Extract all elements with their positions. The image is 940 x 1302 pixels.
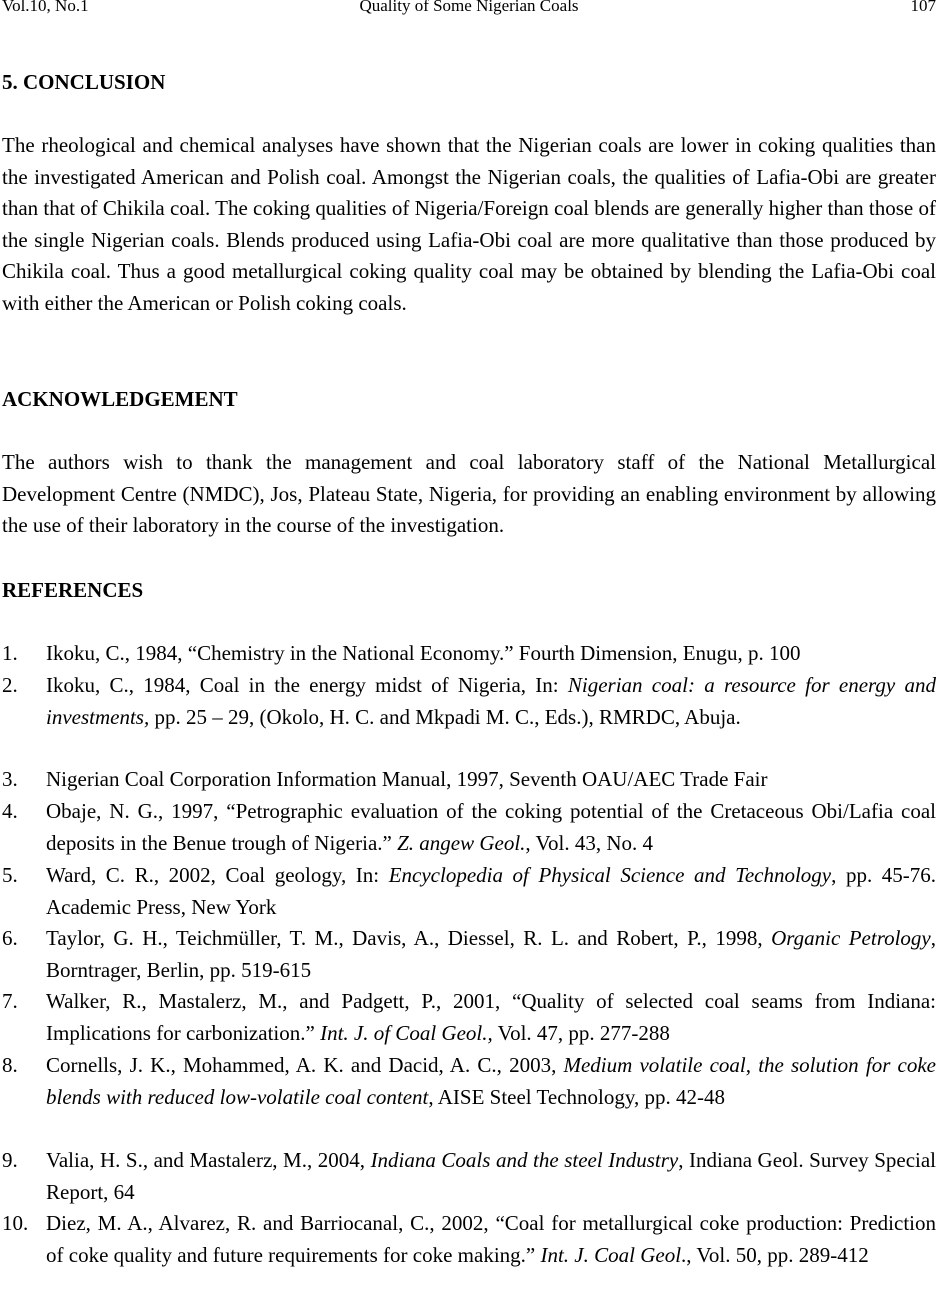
reference-text: Obaje, N. G., 1997, “Petrographic evaluation of the coking potential of the Cretaceous Obi/Lafia coal deposits in the Benue trough of Nigeria.” Z. angew Geol., Vol. 43, No. 4	[46, 799, 936, 855]
running-header	[2, 0, 936, 18]
reference-number: 7.	[2, 989, 18, 1013]
reference-item-8	[2, 1050, 936, 1113]
reference-number: 8.	[2, 1053, 18, 1077]
reference-number: 6.	[2, 926, 18, 950]
reference-text: Walker, R., Mastalerz, M., and Padgett, P., 2001, “Quality of selected coal seams from Indiana: Implications for carbonization.” Int. J. of Coal Geol., Vol. 47, pp. 277-288	[46, 989, 936, 1045]
reference-item-9	[2, 1145, 936, 1208]
acknowledgement-heading: ACKNOWLEDGEMENT	[2, 387, 238, 411]
reference-item-4	[2, 796, 936, 859]
reference-item-3	[2, 764, 936, 796]
reference-number: 1.	[2, 641, 18, 665]
conclusion-paragraph: The rheological and chemical analyses have shown that the Nigerian coals are lower in coking qualities than the investigated American and Polish coal. Amongst the Nigerian coals, the qualities of Lafia-Obi are greater than that of Chikila coal. The coking qualities of Nigeria/Foreign coal blends are generally higher than those of the single Nigerian coals. Blends produced using Lafia-Obi coal are more qualitative than those produced by Chikila coal. Thus a good metallurgical coking quality coal may be obtained by blending the Lafia-Obi coal with either the American or Polish coking coals.	[2, 133, 936, 315]
page-number: 107	[910, 0, 936, 15]
references-heading: REFERENCES	[2, 578, 144, 602]
reference-source-title: Organic Petrology	[771, 926, 931, 950]
reference-source-title: Int. J. Coal Geol	[540, 1242, 682, 1267]
reference-source-title: Z. angew Geol.	[397, 830, 526, 855]
reference-text: Cornells, J. K., Mohammed, A. K. and Dacid, A. C., 2003, Medium volatile coal, the solution for coke blends with reduced low-volatile coal content, AISE Steel Technology, pp. 42-48	[46, 1053, 936, 1109]
acknowledgement-paragraph: The authors wish to thank the management and coal laboratory staff of the National Metallurgical Development Centre (NMDC), Jos, Plateau State, Nigeria, for providing an enabling environment by allowing the use of their laboratory in the course of the investigation.	[2, 450, 936, 537]
reference-text: Nigerian Coal Corporation Information Manual, 1997, Seventh OAU/AEC Trade Fair	[46, 767, 768, 791]
reference-number: 10.	[2, 1211, 29, 1235]
reference-item-2	[2, 670, 936, 733]
reference-item-1	[2, 638, 936, 670]
reference-text: Ikoku, C., 1984, Coal in the energy midst of Nigeria, In: Nigerian coal: a resource for energy and investments, pp. 25 – 29, (Okolo, H. C. and Mkpadi M. C., Eds.), RMRDC, Abuja.	[46, 673, 936, 729]
reference-number: 4.	[2, 799, 18, 823]
reference-text: Ward, C. R., 2002, Coal geology, In: Encyclopedia of Physical Science and Technology, pp. 45-76. Academic Press, New York	[46, 863, 936, 919]
running-title: Quality of Some Nigerian Coals	[359, 0, 579, 15]
reference-source-title: Indiana Coals and the steel Industry	[370, 1148, 679, 1172]
volume-label: Vol.10, No.1	[2, 0, 89, 15]
reference-text: Ikoku, C., 1984, “Chemistry in the National Economy.” Fourth Dimension, Enugu, p. 100	[46, 641, 801, 665]
reference-source-title: Nigerian coal: a resource for energy and investments,	[46, 673, 936, 729]
reference-number: 3.	[2, 767, 18, 791]
reference-text: Diez, M. A., Alvarez, R. and Barriocanal, C., 2002, “Coal for metallurgical coke production: Prediction of coke quality and future requirements for coke making.” Int. J. Coal Geol., Vol. 50, pp. 289-412	[46, 1211, 936, 1267]
reference-number: 5.	[2, 863, 18, 887]
reference-source-title: Medium volatile coal, the solution for coke blends with reduced low-volatile coal content	[46, 1053, 936, 1109]
reference-item-7	[2, 986, 936, 1049]
reference-source-title: Int. J. of Coal Geol.,	[320, 1020, 493, 1045]
conclusion-heading: 5. CONCLUSION	[2, 70, 166, 94]
reference-text: Taylor, G. H., Teichmüller, T. M., Davis, A., Diessel, R. L. and Robert, P., 1998, Organic Petrology, Borntrager, Berlin, pp. 519-615	[46, 926, 936, 982]
reference-source-title: Encyclopedia of Physical Science and Technology	[388, 863, 832, 887]
reference-item-6	[2, 923, 936, 986]
reference-number: 2.	[2, 673, 18, 697]
reference-number: 9.	[2, 1148, 18, 1172]
reference-item-5	[2, 860, 936, 923]
reference-item-10	[2, 1208, 936, 1271]
reference-text: Valia, H. S., and Mastalerz, M., 2004, Indiana Coals and the steel Industry, Indiana Geol. Survey Special Report, 64	[46, 1148, 937, 1204]
